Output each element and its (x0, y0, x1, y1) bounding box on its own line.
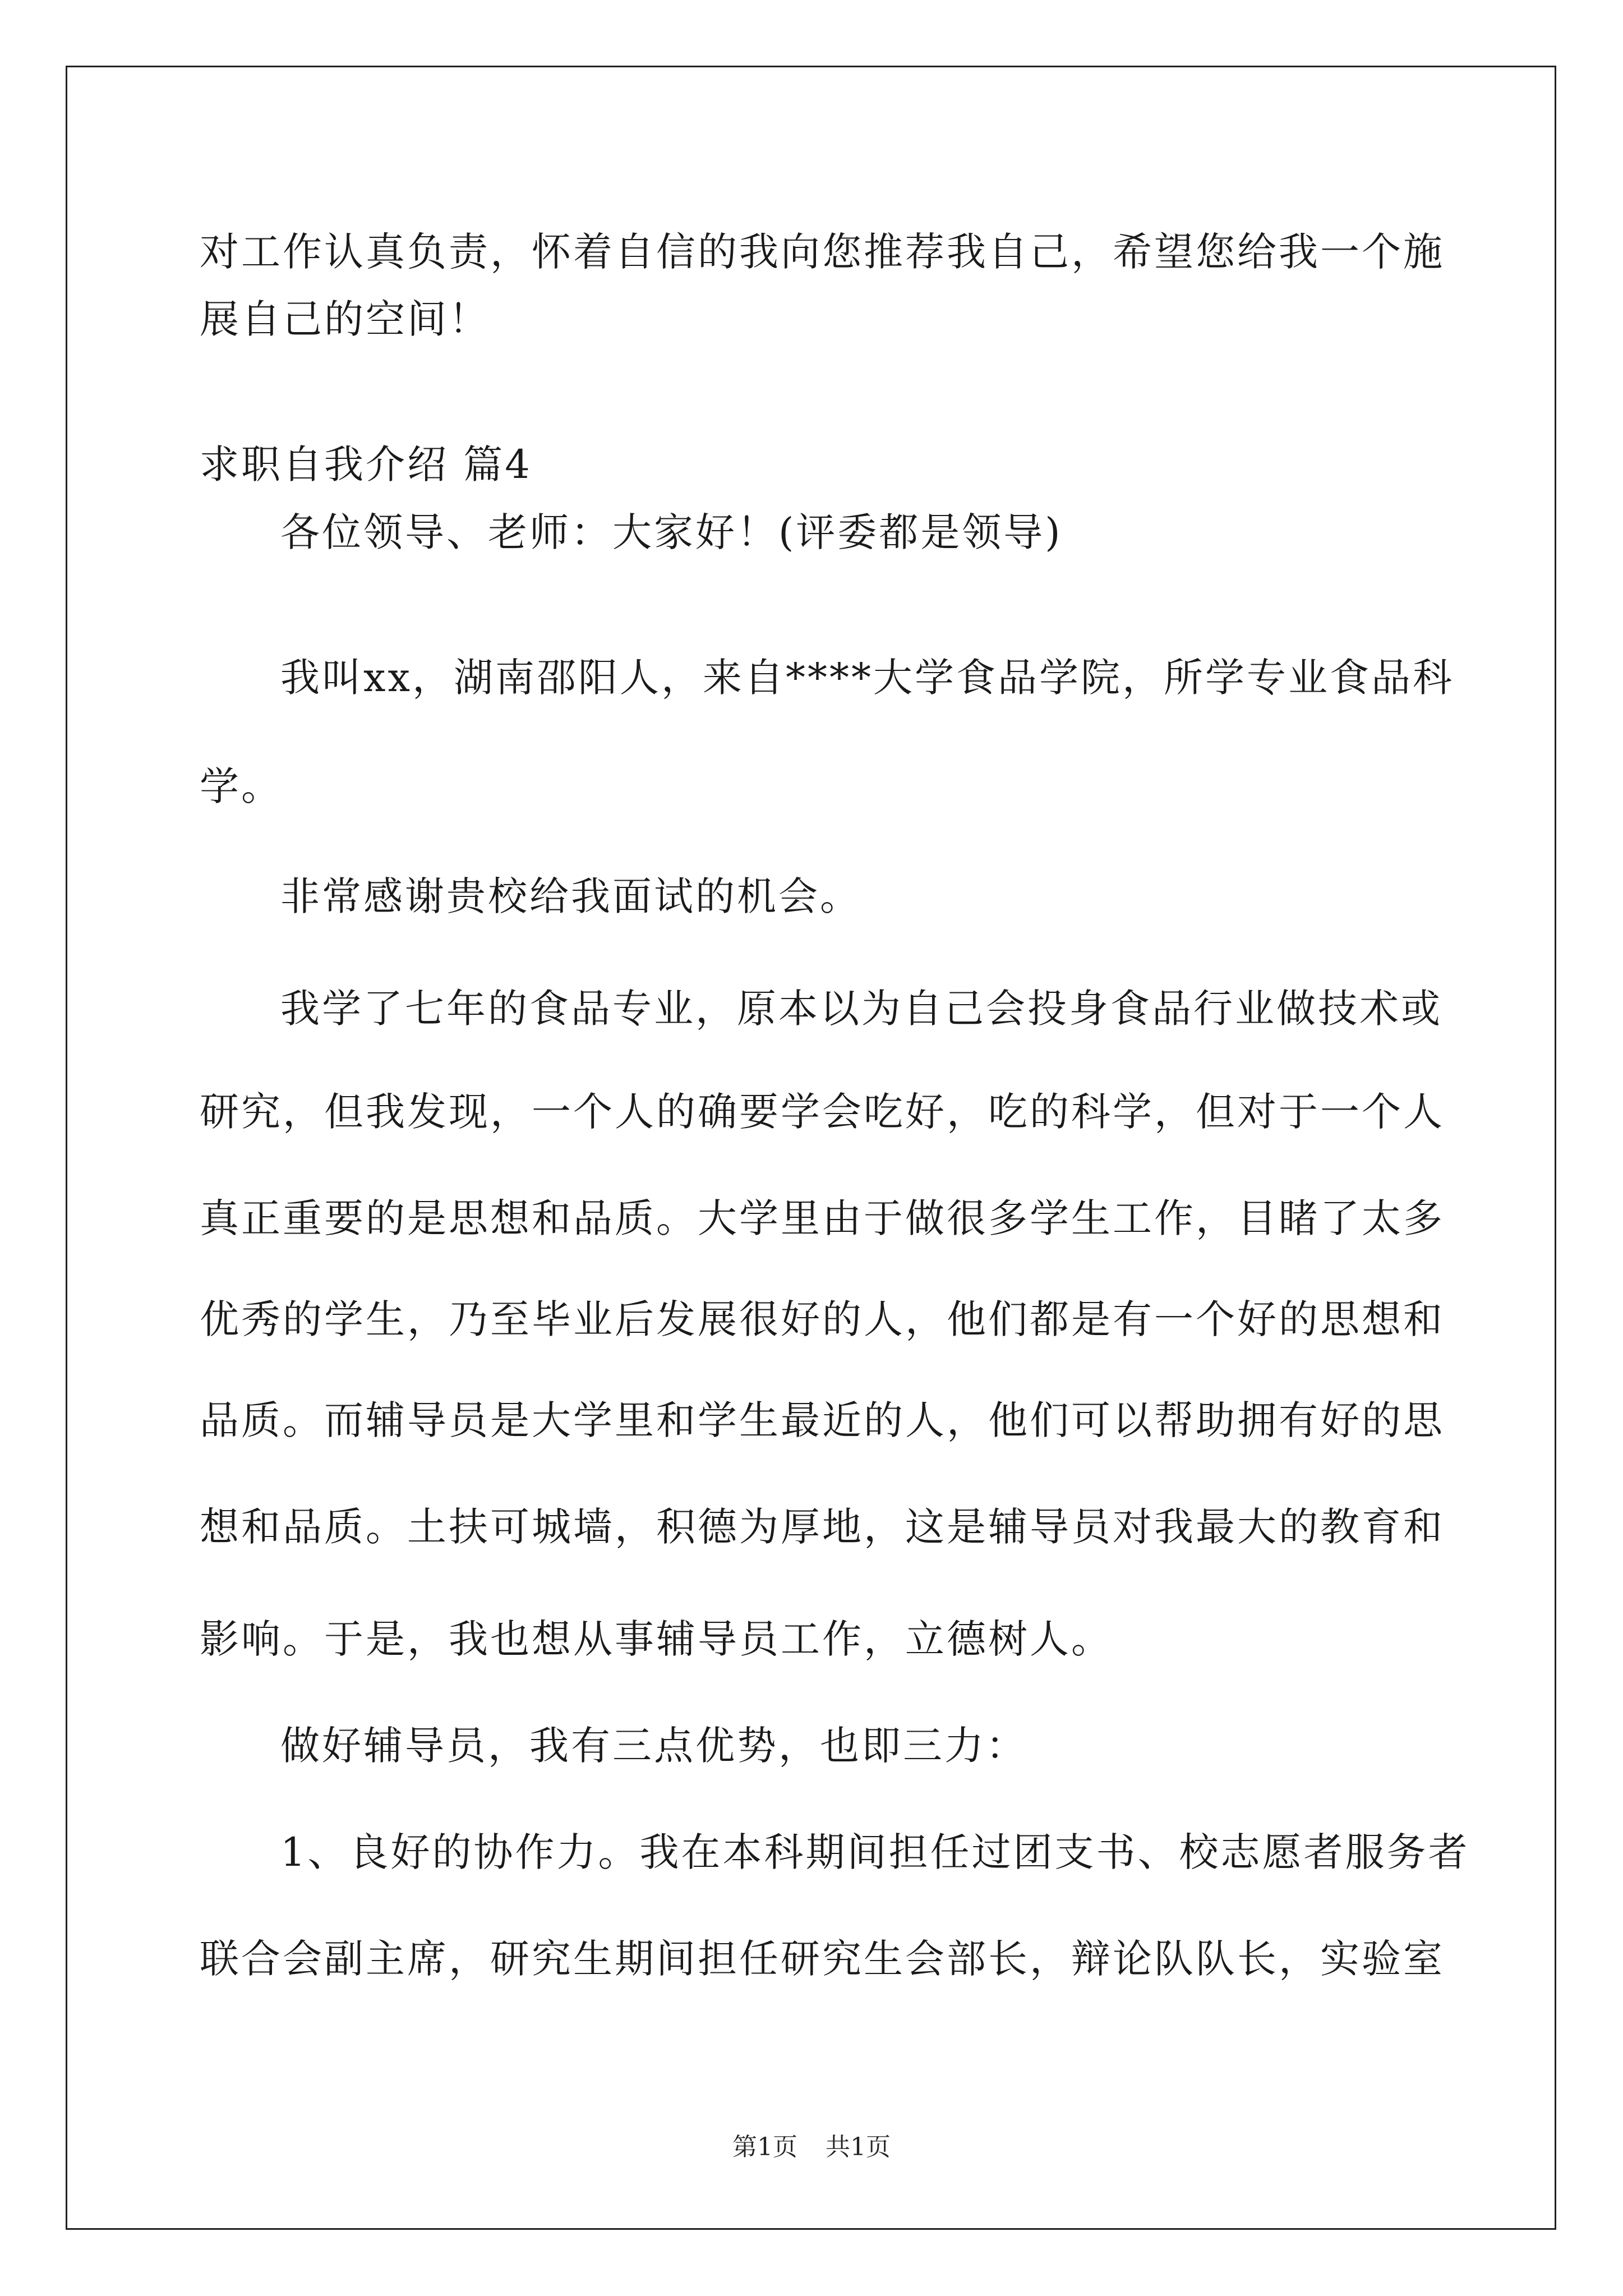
page-border (66, 66, 1556, 2230)
paragraph-line: 优秀的学生，乃至毕业后发展很好的人，他们都是有一个好的思想和 (200, 1296, 1445, 1342)
paragraph-line: 学。 (200, 763, 283, 809)
section-heading: 求职自我介绍 篇4 (200, 441, 532, 487)
paragraph-line: 做好辅导员，我有三点优势，也即三力： (280, 1723, 1027, 1769)
paragraph-line: 想和品质。土扶可城墙，积德为厚地，这是辅导员对我最大的教育和 (200, 1504, 1445, 1550)
paragraph-line: 非常感谢贵校给我面试的机会。 (280, 873, 861, 919)
paragraph-line: 对工作认真负责，怀着自信的我向您推荐我自己，希望您给我一个施 (200, 229, 1445, 275)
paragraph-line: 展自己的空间！ (200, 296, 490, 342)
paragraph-line: 研究，但我发现，一个人的确要学会吃好，吃的科学，但对于一个人 (200, 1089, 1445, 1135)
page-footer (0, 2131, 1623, 2164)
page-number: 第1页 (732, 2133, 797, 2161)
page-total: 共1页 (826, 2133, 891, 2161)
paragraph-line: 真正重要的是思想和品质。大学里由于做很多学生工作，目睹了太多 (200, 1195, 1445, 1241)
paragraph-line: 我叫xx，湖南邵阳人，来自****大学食品学院，所学专业食品科 (280, 655, 1454, 701)
paragraph-line: 影响。于是，我也想从事辅导员工作，立德树人。 (200, 1616, 1113, 1662)
paragraph-line: 各位领导、老师：大家好！(评委都是领导) (280, 509, 1063, 555)
paragraph-line: 我学了七年的食品专业，原本以为自己会投身食品行业做技术或 (280, 986, 1442, 1032)
paragraph-line: 联合会副主席，研究生期间担任研究生会部长，辩论队队长，实验室 (200, 1936, 1445, 1982)
paragraph-line: 1、良好的协作力。我在本科期间担任过团支书、校志愿者服务者 (280, 1829, 1470, 1875)
paragraph-line: 品质。而辅导员是大学里和学生最近的人，他们可以帮助拥有好的思 (200, 1397, 1445, 1443)
